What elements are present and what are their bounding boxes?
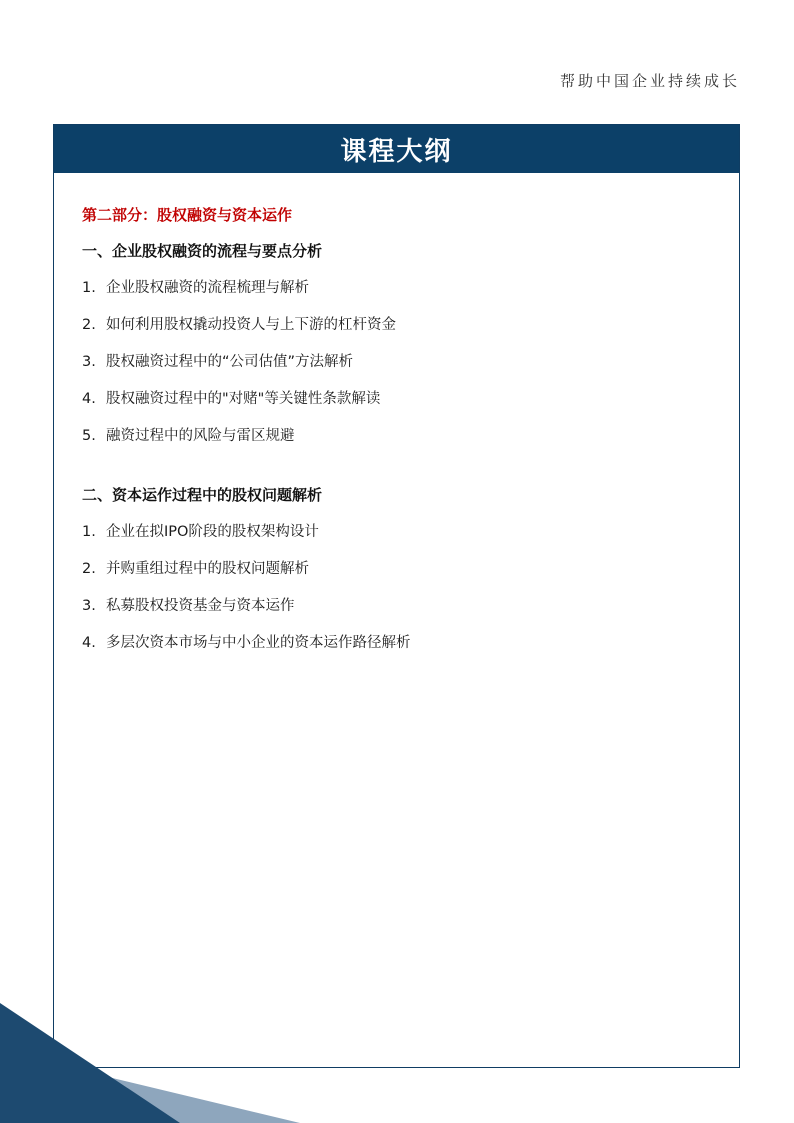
item-text: 私募股权投资基金与资本运作 <box>106 598 295 614</box>
item-number: 1. <box>82 280 96 296</box>
item-text: 股权融资过程中的"对赌"等关键性条款解读 <box>106 391 381 407</box>
list-item <box>82 278 719 299</box>
corner-decoration <box>0 993 320 1123</box>
decor-dark-triangle <box>0 1003 180 1123</box>
list-item <box>82 352 719 373</box>
item-number: 1. <box>82 524 96 540</box>
section-items <box>82 278 719 447</box>
item-number: 4. <box>82 635 96 651</box>
item-number: 2. <box>82 317 96 333</box>
course-outline-box <box>53 124 740 1068</box>
item-number: 3. <box>82 354 96 370</box>
outline-title: 课程大纲 <box>54 125 739 173</box>
tagline: 帮助中国企业持续成长 <box>559 72 740 90</box>
section-items <box>82 522 719 654</box>
list-item <box>82 522 719 543</box>
item-text: 股权融资过程中的“公司估值”方法解析 <box>106 354 354 370</box>
list-item <box>82 315 719 336</box>
section-spacer <box>82 463 719 485</box>
item-number: 3. <box>82 598 96 614</box>
item-text: 如何利用股权撬动投资人与上下游的杠杆资金 <box>106 317 396 333</box>
list-item <box>82 633 719 654</box>
item-text: 多层次资本市场与中小企业的资本运作路径解析 <box>106 635 411 651</box>
section-title: 二、资本运作过程中的股权问题解析 <box>82 486 323 504</box>
item-text: 融资过程中的风险与雷区规避 <box>106 428 295 444</box>
list-item <box>82 559 719 580</box>
item-number: 2. <box>82 561 96 577</box>
item-text: 企业股权融资的流程梳理与解析 <box>106 280 309 296</box>
section-1 <box>82 241 719 447</box>
list-item <box>82 596 719 617</box>
list-item <box>82 426 719 447</box>
item-number: 5. <box>82 428 96 444</box>
section-title: 一、企业股权融资的流程与要点分析 <box>82 242 323 260</box>
item-text: 企业在拟IPO阶段的股权架构设计 <box>106 524 319 540</box>
part-title: 第二部分：股权融资与资本运作 <box>82 206 293 224</box>
section-2 <box>82 485 719 654</box>
list-item <box>82 389 719 410</box>
item-number: 4. <box>82 391 96 407</box>
outline-content <box>82 205 719 670</box>
item-text: 并购重组过程中的股权问题解析 <box>106 561 309 577</box>
